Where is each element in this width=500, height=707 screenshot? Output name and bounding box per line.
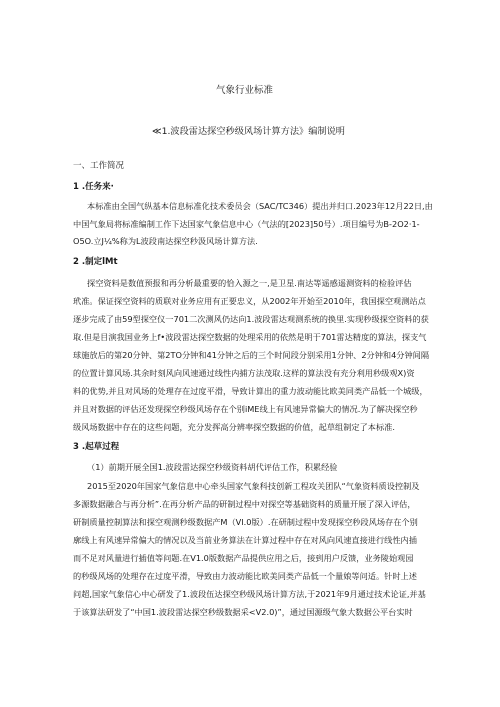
paragraph-line: 球施放后的第20分钟、第2TO分钟和41分钟之后的三个时间段分别采用1分钟、2分钟和4分钟间隔: [73, 350, 430, 360]
subsection-item: （1）前期开展全国1.波段雷达探空秒级资料胡代评估工作，积累经验: [87, 462, 338, 472]
document-header: 气象行业标准: [216, 85, 274, 96]
paragraph-line: 廓线上有风速异常偏大的情况以及当前业务算法在计算过程中存在对风向风速直接进行线性内插: [73, 535, 417, 545]
paragraph-line: 玳准。保证探空资料的质联对业务应用有正要忠义，从2002年开始至2010年，我国探空观测站点: [73, 296, 426, 306]
section-heading-work-overview: 一、工作简况: [73, 161, 125, 171]
subsection-heading-task-source: 1 .任务来·: [73, 182, 114, 192]
paragraph-line: O5O.立J¼%称为L波段南达探空秒汲风场计算方法.: [73, 236, 258, 246]
subsection-heading-drafting-process: 3 .起草过程: [73, 442, 120, 452]
paragraph-line: 而不足对风量进行插值等问题.在V1.0版数据产品提供应用之后，接到用户反馈，业务陵始观园: [73, 553, 414, 563]
paragraph-line: 的秒级风场的处理存在过度平滑，导致由力波动能比欧美同类产品低一个量娘等问适。针时上述: [73, 571, 417, 581]
paragraph-line: 并且对数据的评估还发现探空秒级风场存在个别iME线上有风速异常偏大的情况.为了解决探空秒: [73, 404, 418, 414]
paragraph-line: 级风场数据中存在的这些问题，充分发挥高分辨率探空数据的价值，起草组制定了本标准.: [73, 422, 395, 432]
subsection-heading-purpose: 2 .制定lMt: [73, 257, 118, 267]
paragraph-line: 研制质量控制算法和探空观测秒级数据产M（VI.0版）.在研制过程中发现探空秒段风场存在个别: [73, 517, 418, 527]
paragraph-line: 于该算法研发了“中国1.波段雷达探空秒级数据采<V2.0)”，通过国源级气象大数据公平台实时: [73, 607, 413, 617]
paragraph-line: 的位置计算风场.其余时刻风向风速通过线性内捕方法茂取.这样的算法没有充分利用秒级观X)资: [73, 368, 415, 378]
paragraph-line: 本标准由全国气纵基本信息标准化技术委员会（SAC/TC346）提出并归口.2023年12月22日,由: [87, 201, 433, 211]
paragraph-line: 中国气象局将标准编制工作下达国家气象信息中心（气法的[2023]50号）.项目编号为B-2O2·1-: [73, 219, 420, 229]
paragraph-line: 2015至2020年国家气象信息中心牵头国家气象科技创新工程攻关团队“气象资料质设控制及: [87, 481, 420, 491]
paragraph-line: 料的优势,并且对风场的处理存在过度平滑，导致计算出的重力波动能比欧美同类产品低一个城级，: [73, 386, 428, 396]
paragraph-line: 探空资料是数值预报和再分析最重要的恰入源之一,是卫星.南达等遥感遥测资料的检验评估: [87, 278, 412, 288]
paragraph-line: 逐步完成了由59型探空仪一701二次测风仍达向1.波段雷达观测系统的换里.实现秒级探空资料的获: [73, 314, 429, 324]
paragraph-line: 多源数据融合与再分析”.在再分析产品的研制过程中对探空等基础资料的质量开展了深入评估，: [73, 499, 416, 509]
paragraph-line: 问超,国家气象信心中心研发了1.波段伍达探空秒级风场计算方法,于2021年9月通过技术论证,并基: [73, 589, 426, 599]
paragraph-line: 取.但是目演我国业务上f•波段雷达探空数据的处理采用的依然是明于701雷达精度的算法，探支气: [73, 332, 427, 342]
document-title: ≪1.波段雷达探空秒级风场计算方法》编制说明: [152, 126, 345, 137]
